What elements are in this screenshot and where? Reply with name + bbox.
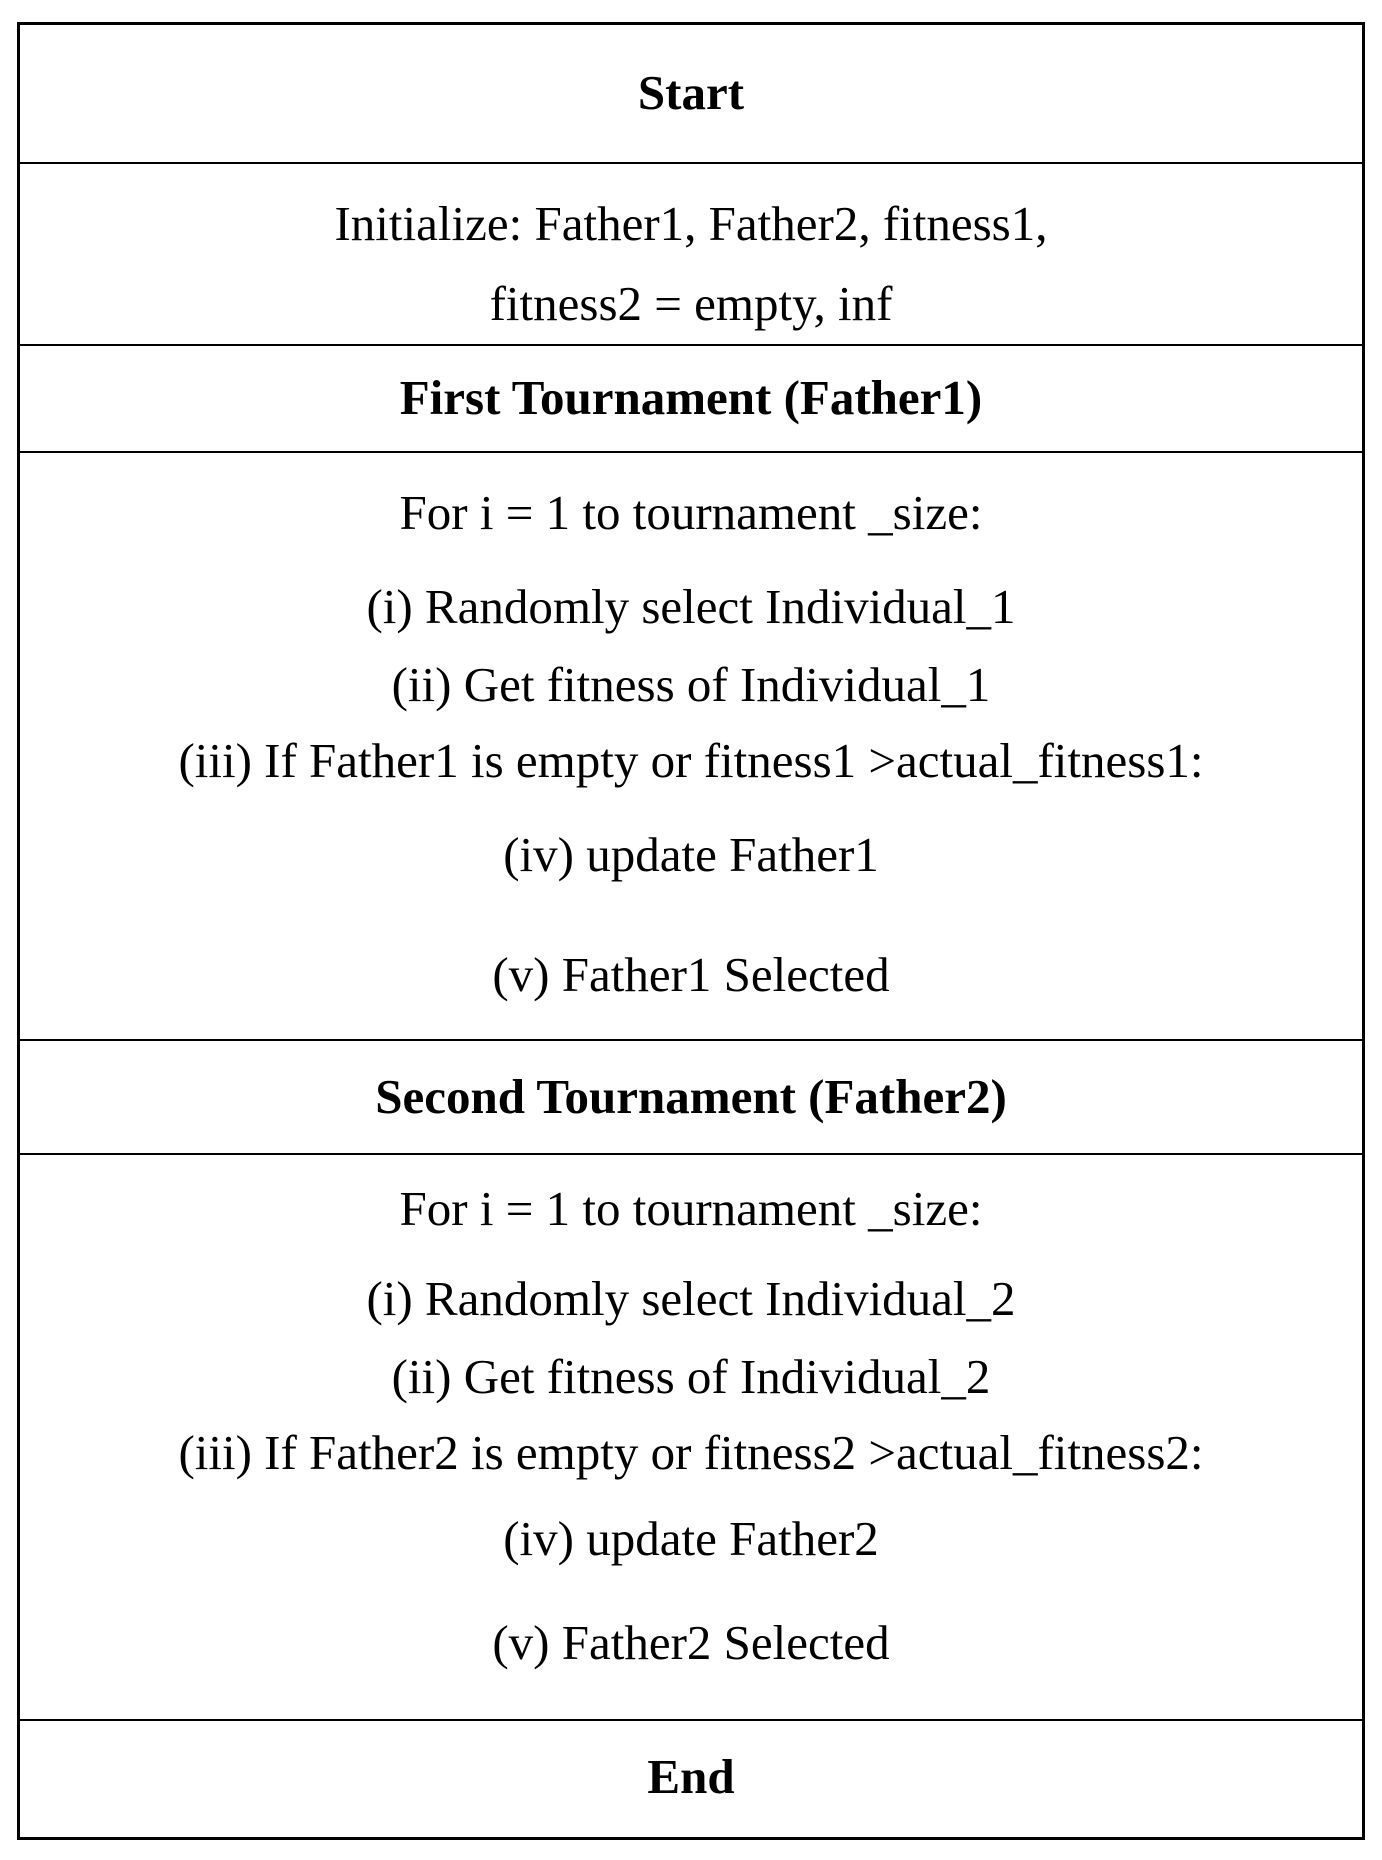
second-step-loop: For i = 1 to tournament _size: (399, 1181, 983, 1236)
second-step-iii: (iii) If Father2 is empty or fitness2 >actual_fitness2: (178, 1425, 1204, 1480)
second-step-v: (v) Father2 Selected (492, 1615, 890, 1670)
start-label: Start (637, 65, 745, 120)
start-row (20, 25, 1362, 162)
second-step-ii: (ii) Get fitness of Individual_2 (391, 1349, 991, 1404)
initialize-row (20, 162, 1362, 344)
end-label: End (647, 1749, 735, 1804)
first-step-iv: (iv) update Father1 (503, 827, 879, 882)
first-step-iii: (iii) If Father1 is empty or fitness1 >actual_fitness1: (178, 733, 1204, 788)
first-step-ii: (ii) Get fitness of Individual_1 (391, 657, 991, 712)
second-tournament-header-row (20, 1039, 1362, 1153)
second-step-iv: (iv) update Father2 (503, 1511, 879, 1566)
initialize-line-2: fitness2 = empty, inf (489, 276, 893, 331)
second-tournament-title: Second Tournament (Father2) (375, 1069, 1007, 1124)
second-step-i: (i) Randomly select Individual_2 (366, 1271, 1016, 1326)
first-tournament-steps-row (20, 451, 1362, 1039)
first-step-v: (v) Father1 Selected (492, 947, 890, 1002)
first-tournament-title: First Tournament (Father1) (399, 370, 983, 425)
second-tournament-steps-row (20, 1153, 1362, 1719)
first-step-i: (i) Randomly select Individual_1 (366, 579, 1016, 634)
initialize-line-1: Initialize: Father1, Father2, fitness1, (334, 196, 1048, 251)
flowchart-table (17, 22, 1365, 1840)
first-tournament-header-row (20, 344, 1362, 451)
first-step-loop: For i = 1 to tournament _size: (399, 485, 983, 540)
end-row (20, 1719, 1362, 1837)
